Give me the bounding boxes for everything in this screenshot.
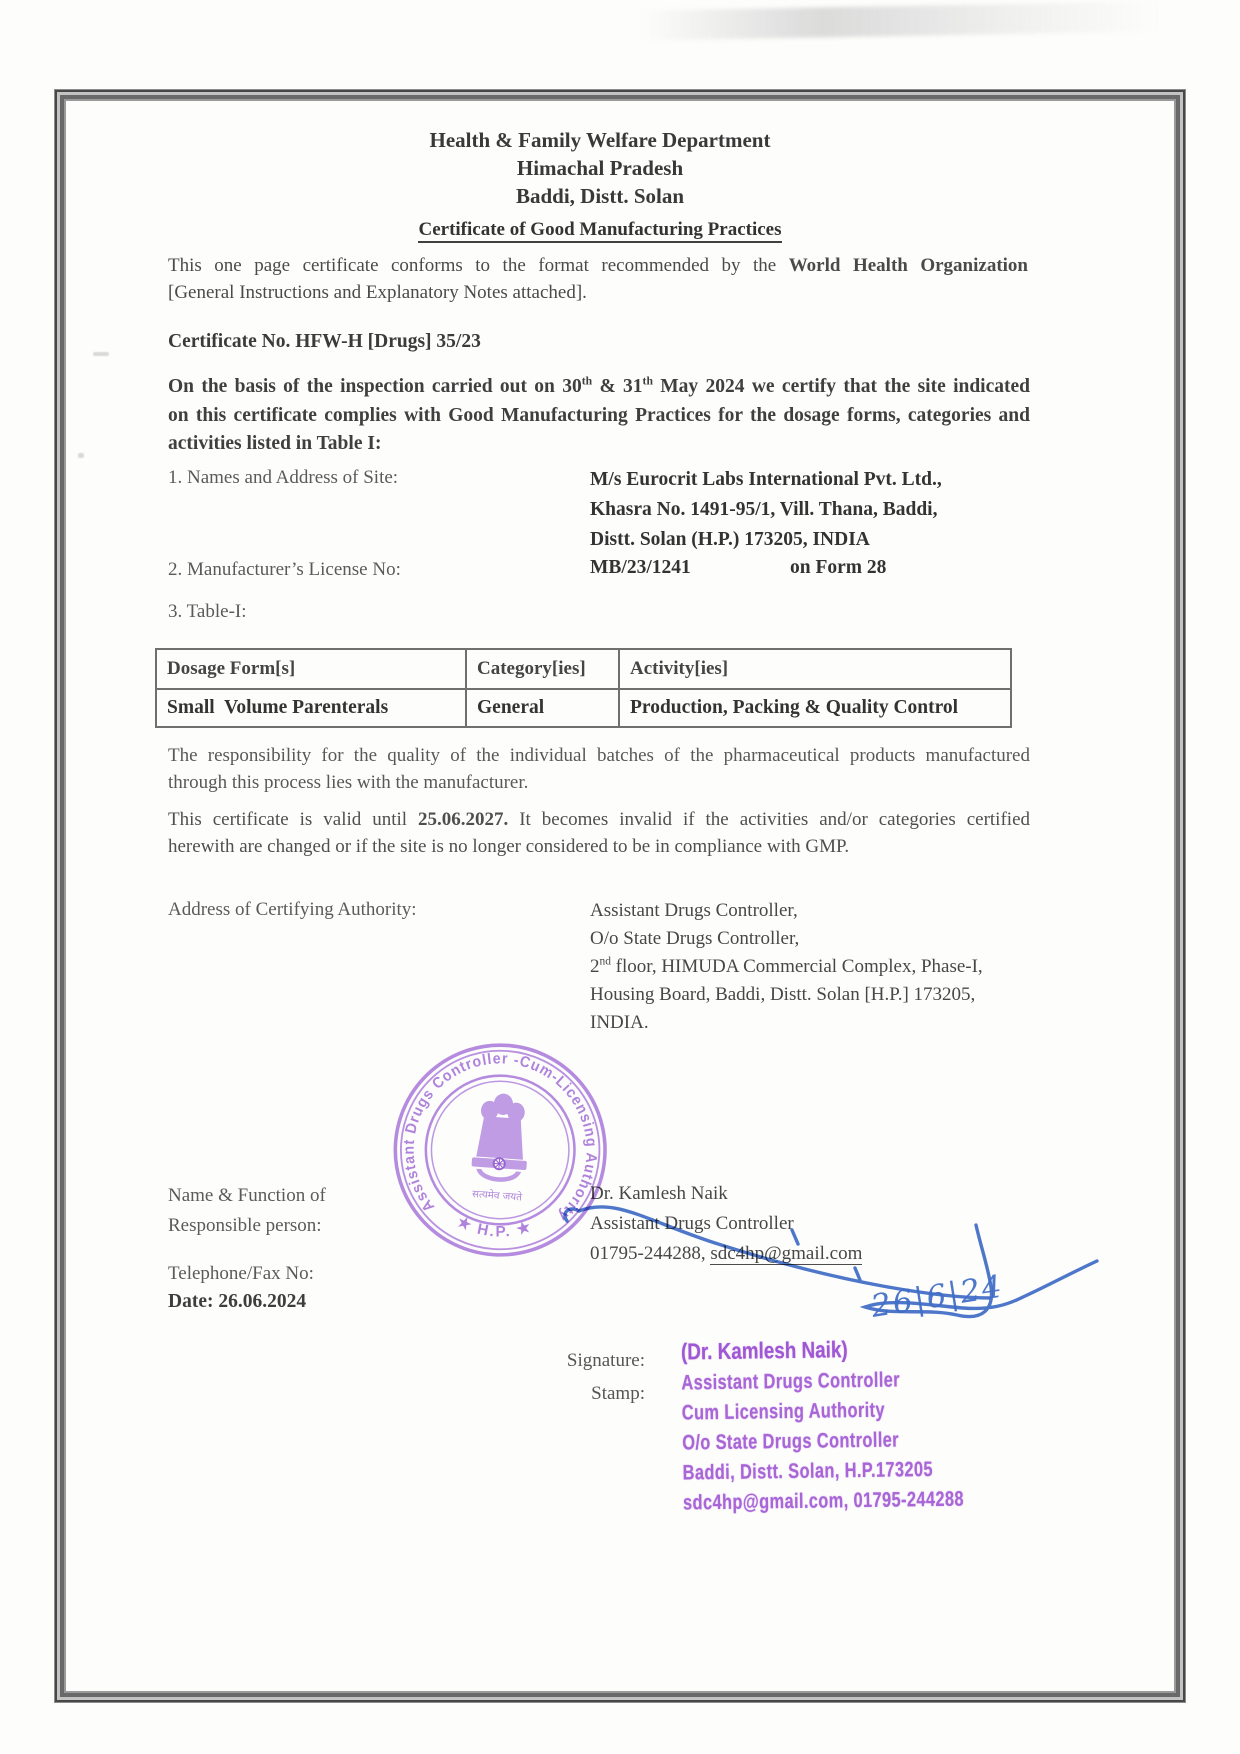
license-label: 2. Manufacturer’s License No: xyxy=(168,559,401,580)
validity-text: It becomes invalid if the activities and/or categories certified xyxy=(508,809,1030,830)
authority-text: floor, HIMUDA Commercial Complex, Phase-I, xyxy=(610,956,983,977)
validity-line-1 xyxy=(168,806,1030,833)
intro-line-2: [General Instructions and Explanatory Notes attached]. xyxy=(168,282,587,303)
site-label: 1. Names and Address of Site: xyxy=(168,467,399,488)
responsible-name: Dr. Kamlesh Naik xyxy=(590,1183,728,1204)
responsibility-line-2: through this process lies with the manufacturer. xyxy=(168,772,529,793)
ordinal-sup: nd xyxy=(599,955,611,968)
ordinal-sup: th xyxy=(642,374,653,388)
authority-line-3 xyxy=(590,953,983,981)
signature-date: 26|6|24 xyxy=(868,1268,1007,1325)
table-cell-dosage: Small Volume Parenterals xyxy=(157,690,467,726)
basis-text: On the basis of the inspection carried out on 30 xyxy=(168,376,582,397)
signature-tick xyxy=(792,1230,798,1244)
site-address xyxy=(590,465,942,555)
stamp-line: Assistant Drugs Controller xyxy=(681,1368,901,1395)
table-header-dosage: Dosage Form[s] xyxy=(157,650,467,690)
seal-motto: सत्यमेव जयते xyxy=(471,1189,523,1204)
responsible-label xyxy=(168,1181,326,1241)
certificate-title: Certificate of Good Manufacturing Practices xyxy=(418,219,781,243)
responsible-label-line-1: Name & Function of xyxy=(168,1185,326,1206)
signature-graphic xyxy=(555,1135,1125,1347)
stamp-line: sdc4hp@gmail.com, 01795-244288 xyxy=(682,1487,965,1515)
validity-line-2: herewith are changed or if the site is no longer considered to be in compliance with GMP. xyxy=(168,836,850,857)
header-place: Baddi, Distt. Solan xyxy=(515,184,685,208)
signature-label: Signature: xyxy=(566,1350,645,1371)
authority-line-2: O/o State Drugs Controller, xyxy=(590,928,800,949)
header-state: Himachal Pradesh xyxy=(516,156,684,180)
basis-line-1 xyxy=(168,373,1030,402)
certificate-title-wrap xyxy=(170,219,1030,241)
stamp-line: Cum Licensing Authority xyxy=(681,1398,886,1425)
license-form: on Form 28 xyxy=(790,557,887,578)
responsibility-line-1: The responsibility for the quality of the individual batches of the pharmaceutical products manufactured xyxy=(168,745,1030,766)
department-header xyxy=(170,126,1030,210)
telephone-label: Telephone/Fax No: xyxy=(168,1263,314,1284)
seal-ring-text: Assistant Drugs Controller -Cum-Licensing Authority xyxy=(400,1050,600,1226)
handwritten-signature xyxy=(555,1135,1125,1352)
basis-line-3: activities listed in Table I: xyxy=(168,433,382,454)
table-cell-category: General xyxy=(467,690,620,726)
intro-line-1 xyxy=(168,252,1028,279)
authority-address xyxy=(590,897,983,1037)
responsibility-paragraph xyxy=(168,742,1030,796)
date-value: 26.06.2024 xyxy=(218,1291,307,1312)
basis-paragraph xyxy=(168,373,1030,459)
site-address-1: Khasra No. 1491-95/1, Vill. Thana, Baddi, xyxy=(590,499,938,520)
signature-tick xyxy=(855,1268,860,1280)
certificate-number: Certificate No. HFW-H [Drugs] 35/23 xyxy=(168,331,481,352)
basis-text: & 31 xyxy=(592,376,643,397)
table-header-activity: Activity[ies] xyxy=(620,650,1012,690)
stamp-label: Stamp: xyxy=(591,1383,645,1404)
responsible-phone: 01795-244288, xyxy=(590,1243,711,1264)
intro-paragraph xyxy=(168,252,1028,306)
authority-line-1: Assistant Drugs Controller, xyxy=(590,900,798,921)
responsible-label-line-2: Responsible person: xyxy=(168,1215,322,1236)
date-label: Date: xyxy=(168,1291,214,1312)
seal-bottom-text: ★ H.P. ★ xyxy=(454,1213,535,1241)
table-label: 3. Table-I: xyxy=(168,601,247,622)
authority-line-4: Housing Board, Baddi, Distt. Solan [H.P.] 173205, xyxy=(590,984,976,1005)
date-line xyxy=(168,1291,306,1313)
table-cell-activity: Production, Packing & Quality Control xyxy=(630,697,959,718)
basis-line-2: on this certificate complies with Good Manufacturing Practices for the dosage forms, categories and xyxy=(168,404,1030,426)
ashoka-emblem xyxy=(471,1092,532,1184)
stamp-line: O/o State Drugs Controller xyxy=(682,1428,900,1455)
signature-stamp-labels xyxy=(430,1344,645,1410)
basis-text: May 2024 we certify that the site indicated xyxy=(652,376,1031,397)
validity-paragraph xyxy=(168,806,1030,860)
authority-line-5: INDIA. xyxy=(590,1012,649,1033)
table-header-category: Category[ies] xyxy=(467,650,620,690)
header-department: Health & Family Welfare Department xyxy=(429,128,771,152)
dosage-table xyxy=(155,648,1012,728)
site-name: M/s Eurocrit Labs International Pvt. Ltd., xyxy=(590,469,942,490)
stamp-name-line: (Dr. Kamlesh Naik) xyxy=(680,1336,848,1365)
stamp-line: Baddi, Distt. Solan, H.P.173205 xyxy=(682,1458,934,1485)
responsible-email: sdc4hp@gmail.com xyxy=(710,1243,863,1264)
authority-text: 2 xyxy=(590,956,600,977)
validity-date-bold: 25.06.2027. xyxy=(418,809,509,830)
intro-text: This one page certificate conforms to the format recommended by the xyxy=(168,255,789,276)
ordinal-sup: th xyxy=(581,374,593,388)
rubber-stamp-text xyxy=(681,1329,1044,1518)
license-number: MB/23/1241 xyxy=(590,557,691,578)
who-bold-text: World Health Organization xyxy=(788,255,1028,276)
scan-smudge-top xyxy=(640,1,1160,40)
responsible-function: Assistant Drugs Controller xyxy=(590,1213,794,1234)
site-address-2: Distt. Solan (H.P.) 173205, INDIA xyxy=(590,529,870,550)
authority-label: Address of Certifying Authority: xyxy=(168,899,417,920)
validity-text: This certificate is valid until xyxy=(168,809,419,830)
